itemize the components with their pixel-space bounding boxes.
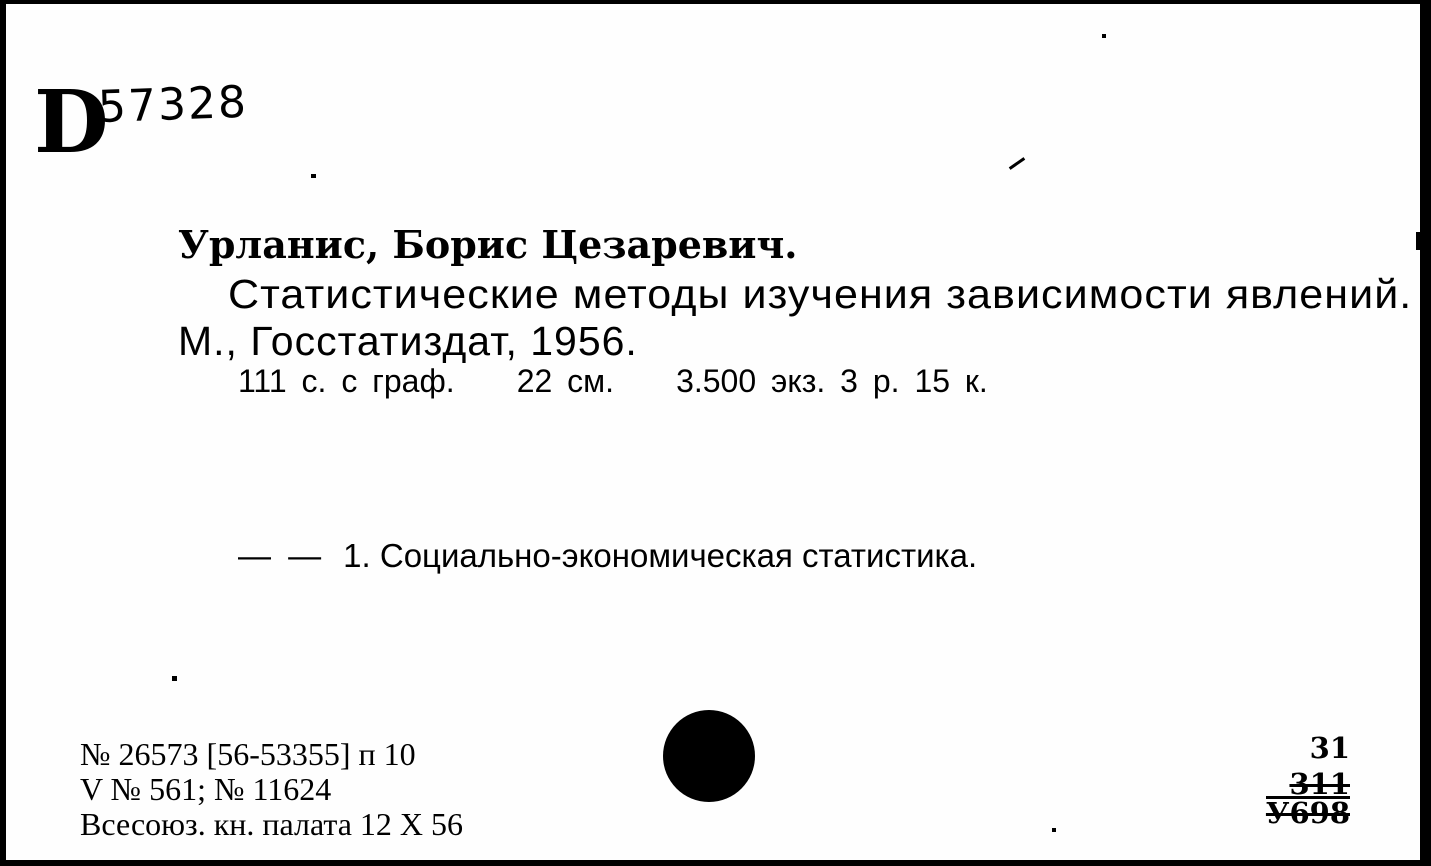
call-number-prefix: D xyxy=(34,72,105,173)
punched-dot xyxy=(663,710,755,802)
catalog-card xyxy=(6,4,1420,860)
shelf-mark-1: 31 xyxy=(1309,731,1350,765)
collation-pages: 111 с. с граф. xyxy=(238,363,455,399)
call-number: 57328 xyxy=(97,76,249,133)
subject-dashes: — — xyxy=(238,537,326,574)
stray-mark xyxy=(1052,828,1056,832)
stray-mark xyxy=(1009,157,1025,170)
stray-mark xyxy=(1102,34,1106,38)
author-heading: Урланис, Борис Цезаревич. xyxy=(178,222,798,267)
subject-text: 1. Социально-экономическая статистика. xyxy=(343,537,978,574)
shelf-mark-2: 311 xyxy=(1289,767,1350,801)
collation-size: 22 см. xyxy=(516,363,615,399)
imprint: М., Госстатиздат, 1956. xyxy=(178,318,638,364)
stray-mark xyxy=(311,174,316,178)
footer-line-1: № 26573 [56-53355] п 10 xyxy=(80,736,416,772)
collation-print-run-price: 3.500 экз. 3 р. 15 к. xyxy=(676,363,988,399)
footer-line-2: V № 561; № 11624 xyxy=(80,771,332,807)
footer-line-3: Всесоюз. кн. палата 12 X 56 xyxy=(80,806,463,842)
collation xyxy=(238,362,988,400)
subject-entry xyxy=(238,536,977,576)
card-footer xyxy=(80,737,463,842)
stray-mark xyxy=(172,676,177,681)
book-title: Статистические методы изучения зависимости явлений. xyxy=(228,271,1413,317)
shelf-mark-3: У698 xyxy=(1265,796,1350,830)
shelf-marks xyxy=(1266,730,1350,831)
stray-mark xyxy=(1416,232,1420,250)
